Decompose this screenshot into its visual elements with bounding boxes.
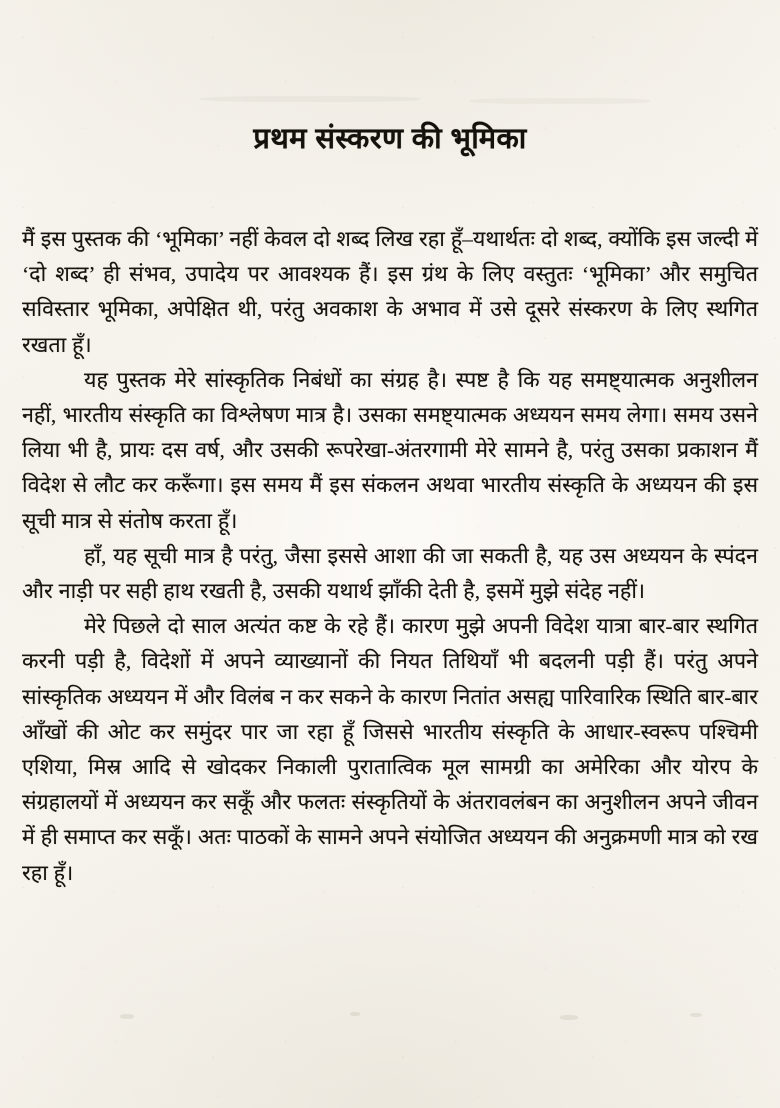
paragraph-4: मेरे पिछले दो साल अत्यंत कष्ट के रहे हैं। कारण मुझे अपनी विदेश यात्रा बार-बार स्थगित करनी पड़ी है, विदेशों में अपने व्याख्यानों की नियत तिथियाँ भी बदलनी पड़ी हैं। परंतु अपने सांस्कृतिक अध्ययन में और विलंब न कर सकने के कारण नितांत असह्य पारिवारिक स्थिति बार-बार आँखों की ओट कर समुंदर पार जा रहा हूँ जिससे भारतीय संस्कृति के आधार-स्वरूप पश्चिमी एशिया, मिस्र आदि से खोदकर निकाली पुरातात्विक मूल सामग्री का अमेरिका और योरप के संग्रहालयों में अध्ययन कर सकूँ और फलतः संस्कृतियों के अंतरावलंबन का अनुशीलन अपने जीवन में ही समाप्त कर सकूँ। अतः पाठकों के सामने अपने संयोजित अध्ययन की अनुक्रमणी मात्र को रख रहा हूँ। [22,614,758,885]
paragraph-2: यह पुस्तक मेरे सांस्कृतिक निबंधों का संग्रह है। स्पष्ट है कि यह समष्ट्यात्मक अनुशीलन नहीं, भारतीय संस्कृति का विश्लेषण मात्र है। उसका समष्ट्यात्मक अध्ययन समय लेगा। समय उसने लिया भी है, प्रायः दस वर्ष, और उसकी रूपरेखा-अंतरगामी मेरे सामने है, परंतु उसका प्रकाशन मैं विदेश से लौट कर करूँगा। इस समय मैं इस संकलन अथवा भारतीय संस्कृति के अध्ययन की इस सूची मात्र से संतोष करता हूँ। [22,367,758,533]
page-content [22,0,758,1108]
paragraph-1: मैं इस पुस्तक की ‘भूमिका’ नहीं केवल दो शब्द लिख रहा हूँ–यथार्थतः दो शब्द, क्योंकि इस जल्दी में ‘दो शब्द’ ही संभव, उपादेय पर आवश्यक हैं। इस ग्रंथ के लिए वस्तुतः ‘भूमिका’ और समुचित सविस्तार भूमिका, अपेक्षित थी, परंतु अवकाश के अभाव में उसे दूसरे संस्करण के लिए स्थगित रखता हूँ। [22,227,758,357]
body-text-block [22,222,758,891]
page-title: प्रथम संस्करण की भूमिका [253,123,527,156]
paragraph-3: हाँ, यह सूची मात्र है परंतु, जैसा इससे आशा की जा सकती है, यह उस अध्ययन के स्पंदन और नाड़ी पर सही हाथ रखती है, उसकी यथार्थ झाँकी देती है, इसमें मुझे संदेह नहीं। [22,543,758,604]
